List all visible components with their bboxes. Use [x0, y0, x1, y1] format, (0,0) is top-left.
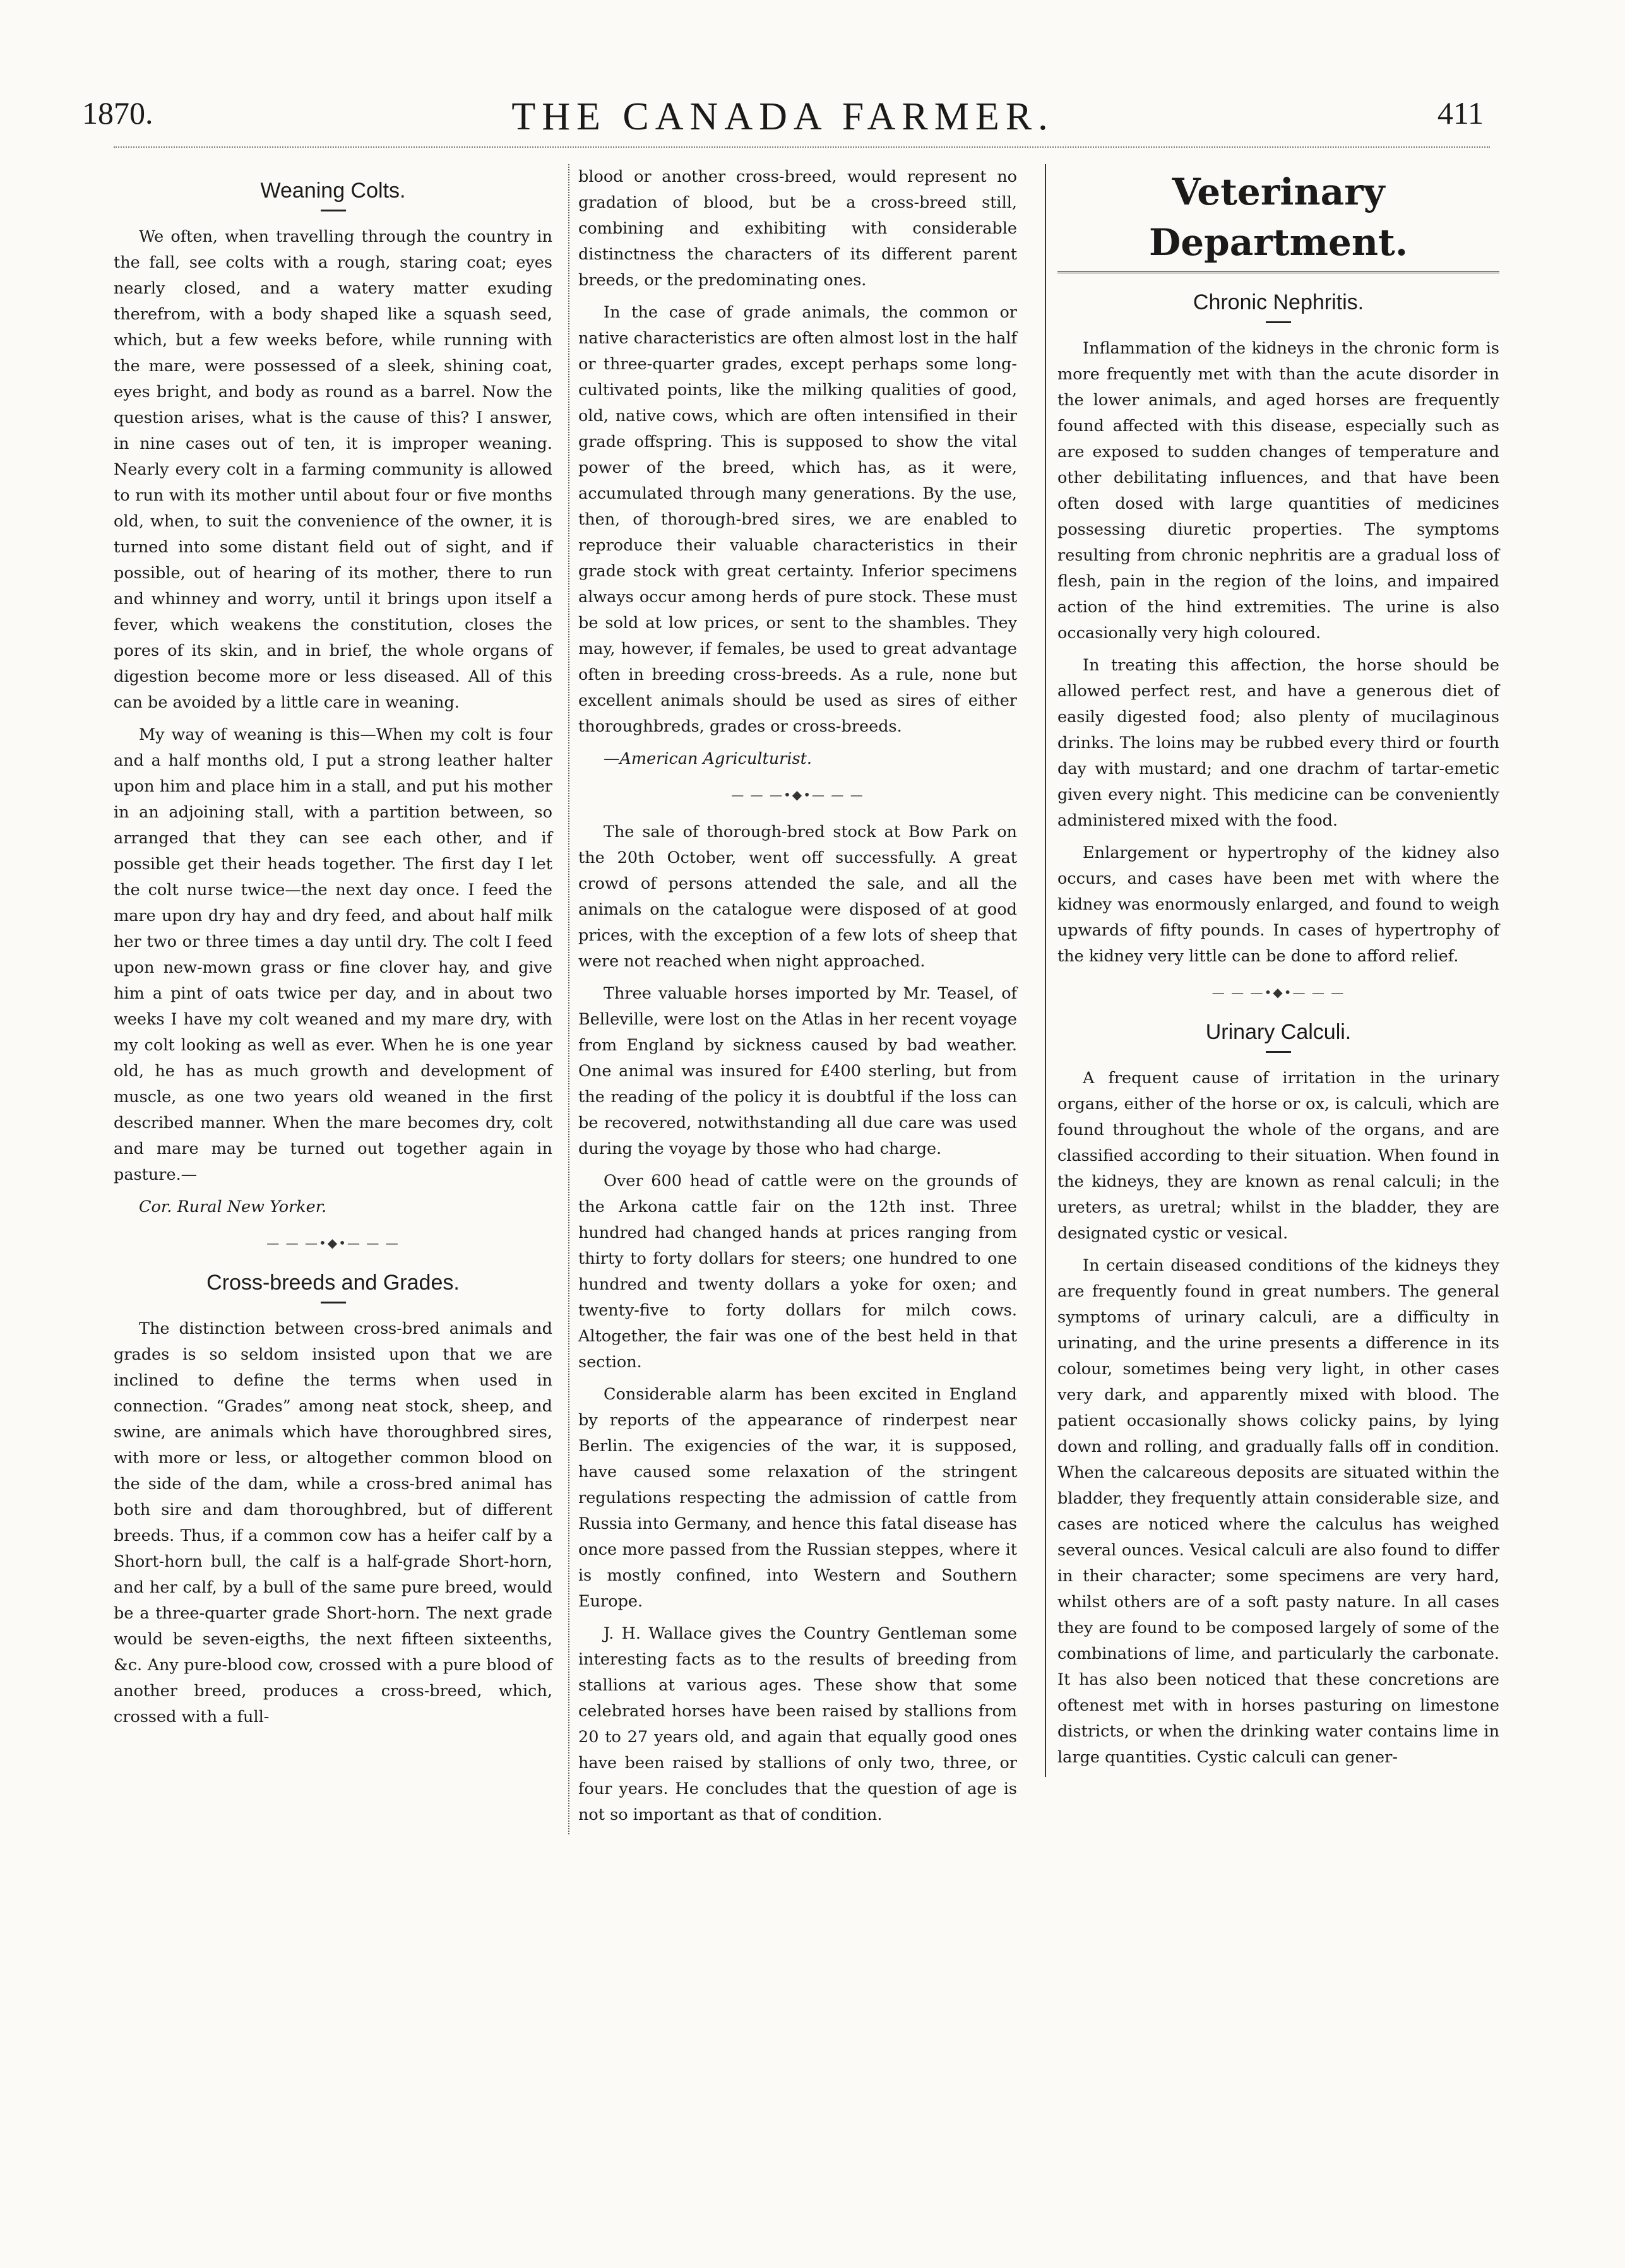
article-byline: —American Agriculturist.: [604, 749, 812, 768]
department-rule: [1057, 271, 1499, 273]
header-year: 1870.: [82, 95, 153, 131]
article-paragraph: Inflammation of the kidneys in the chronic form is more frequently met with than the acute disorder in the lower animals, and aged horses are frequently found affected with this disease, especially such as are exposed to sudden changes of temperature and other debilitating influences, and that have been often dosed with large quantities of medicines possessing diuretic properties. The symptoms resulting from chronic nephritis are a gradual loss of flesh, pain in the region of the loins, and impaired action of the hind extremities. The urine is also occasionally very high coloured.: [1057, 339, 1499, 643]
page-header: [57, 95, 1509, 145]
header-rule: [114, 146, 1490, 148]
article-paragraph: A frequent cause of irritation in the urinary organs, either of the horse or ox, is calculi, which are found throughout the whole of the organs, and are classified according to their situation. When found in the kidneys, they are known as renal calculi; in the ureters, as uretral; whilst in the bladder, they are designated cystic or vesical.: [1057, 1069, 1499, 1243]
article-title-chronic-nephritis: Chronic Nephritis.: [1193, 290, 1364, 314]
article-paragraph: In treating this affection, the horse should be allowed perfect rest, and have a generous diet of easily digested food; also plenty of mucilaginous drinks. The loins may be rubbed every third or fourth day with mustard; and one drachm of tartar-emetic given every night. This medicine can be conveniently administered mixed with the food.: [1057, 656, 1499, 830]
column-left: [114, 164, 552, 1737]
column-right: [1045, 164, 1499, 1777]
article-paragraph: In the case of grade animals, the common or native characteristics are often almost lost in the half or three-quarter grades, except perhaps some long-cultivated points, like the milking qualities of good, old, native cows, which are often intensified in their grade offspring. This is supposed to show the vital power of the breed, which has, as it were, accumulated through many generations. By the use, then, of thorough-bred sires, we are enabled to reproduce their valuable characteristics in their grade stock with great certainty. Inferior specimens always occur among herds of pure stock. These must be sold at low prices, or sent to the shambles. They may, however, if females, be used to great advantage often in breeding cross-breeds. As a rule, none but excellent animals should be used as sires of either thoroughbreds, grades or cross-breeds.: [578, 303, 1017, 736]
news-paragraph: Three valuable horses imported by Mr. Teasel, of Belleville, were lost on the Atlas in her recent voyage from England by sickness caused by bad weather. One animal was insured for £400 sterling, but from the reading of the policy it is doubtful if the loss can be recovered, notwithstanding all due care was used during the voyage by those who had charge.: [578, 984, 1017, 1158]
news-paragraph: Over 600 head of cattle were on the grounds of the Arkona cattle fair on the 12th inst. Three hundred had changed hands at prices ranging from thirty to forty dollars for steers; one hundred to one hundred and twenty dollars a yoke for oxen; and twenty-five to forty dollars for milch cows. Altogether, the fair was one of the best held in that section.: [578, 1172, 1017, 1372]
column-middle: [568, 164, 1017, 1834]
news-paragraph: The sale of thorough-bred stock at Bow Park on the 20th October, went off successfully. A great crowd of persons attended the sale, and all the animals on the catalogue were disposed of at good prices, with the exception of a few lots of sheep that were not reached when night approached.: [578, 822, 1017, 971]
article-paragraph: My way of weaning is this—When my colt is four and a half months old, I put a strong leather halter upon him and place him in a stall, and put his mother in an adjoining stall, with a partition between, so arranged that they can see each other, and if possible get their heads together. The first day I let the colt nurse twice—the next day once. I feed the mare upon dry hay and dry feed, and about half milk her two or three times a day until dry. The colt I feed upon new-mown grass or fine clover hay, and give him a pint of oats twice per day, and in about two weeks I have my colt weaned and my mare dry, with my colt looking as well as ever. When he is one year old, he has as much growth and development of muscle, as one two years old weaned in the first described manner. When the mare becomes dry, colt and mare may be turned out together again in pasture.—: [114, 725, 552, 1184]
title-rule: [1266, 1051, 1291, 1053]
article-paragraph: Enlargement or hypertrophy of the kidney also occurs, and cases have been met with where the kidney was enormously enlarged, and found to weigh upwards of fifty pounds. In cases of hypertrophy of the kidney very little can be done to afford relief.: [1057, 843, 1499, 966]
header-title: THE CANADA FARMER.: [511, 95, 1054, 138]
article-paragraph: blood or another cross-breed, would represent no gradation of blood, but be a cross-breed still, combining and exhibiting with considerable distinctness the characters of its different parent breeds, or the predominating ones.: [578, 167, 1017, 290]
article-paragraph: We often, when travelling through the country in the fall, see colts with a rough, staring coat; eyes nearly closed, and a watery matter exuding therefrom, with a body shaped like a squash seed, which, but a few weeks before, while running with the mare, were possessed of a sleek, shining coat, eyes bright, and body as round as a barrel. Now the question arises, what is the cause of this? I answer, in nine cases out of ten, it is improper weaning. Nearly every colt in a farming community is allowed to run with its mother until about four or five months old, when, to suit the convenience of the owner, it is turned into some distant field out of sight, and if possible, out of hearing of its mother, there to run and whinney and worry, until it brings upon itself a fever, which weakens the constitution, closes the pores of its skin, and in brief, the whole organs of digestion become more or less diseased. All of this can be avoided by a little care in weaning.: [114, 227, 552, 712]
title-rule: [321, 210, 346, 211]
header-page-number: 411: [1437, 95, 1484, 131]
article-paragraph: In certain diseased conditions of the kidneys they are frequently found in great numbers. The general symptoms of urinary calculi, are a difficulty in urinating, and the urine presents a difference in its colour, sometimes being very light, in other cases very dark, and apparently mixed with blood. The patient occasionally shows colicky pains, by lying down and rolling, and gradually falls off in condition. When the calcareous deposits are situated within the bladder, they frequently attain considerable size, and cases are noticed where the calculus has weighed several ounces. Vesical calculi are also found to differ in their character; some specimens are very hard, whilst others are of a soft pasty nature. In all cases they are found to be composed largely of some of the combinations of lime, and particularly the carbonate. It has also been noticed that these concretions are oftenest met with in horses pasturing on limestone districts, or when the drinking water contains lime in large quantities. Cystic calculi can gener-: [1057, 1256, 1499, 1767]
department-title: Veterinary Department.: [1148, 170, 1408, 264]
section-divider: — — —•◆•— — —: [731, 787, 864, 802]
title-rule: [321, 1302, 346, 1303]
section-divider: — — —•◆•— — —: [1211, 985, 1345, 1000]
news-paragraph: J. H. Wallace gives the Country Gentleman some interesting facts as to the results of breeding from stallions at various ages. These show that some celebrated horses have been raised by stallions from 20 to 27 years old, and again that equally good ones have been raised by stallions of only two, three, or four years. He concludes that the question of age is not so important as that of condition.: [578, 1624, 1017, 1824]
article-byline: Cor. Rural New Yorker.: [139, 1197, 327, 1216]
section-divider: — — —•◆•— — —: [266, 1235, 400, 1250]
title-rule: [1266, 321, 1291, 323]
article-paragraph: The distinction between cross-bred animals and grades is so seldom insisted upon that we are inclined to define the terms when used in connection. “Grades” among neat stock, sheep, and swine, are animals which have thoroughbred sires, with more or less, or altogether common blood on the side of the dam, while a cross-bred animal has both sire and dam thoroughbred, but of different breeds. Thus, if a common cow has a heifer calf by a Short-horn bull, the calf is a half-grade Short-horn, and her calf, by a bull of the same pure breed, would be a three-quarter grade Short-horn. The next grade would be seven-eigths, the next fifteen sixteenths, &c. Any pure-blood cow, crossed with a pure blood of another breed, produces a cross-breed, which, crossed with a full-: [114, 1319, 552, 1726]
news-paragraph: Considerable alarm has been excited in England by reports of the appearance of rinderpest near Berlin. The exigencies of the war, it is supposed, have caused some relaxation of the stringent regulations respecting the admission of cattle from Russia into Germany, and hence this fatal disease has once more passed from the Russian steppes, where it is mostly confined, into Western and Southern Europe.: [578, 1385, 1017, 1611]
article-title-cross-breeds: Cross-breeds and Grades.: [206, 1271, 460, 1295]
article-title-weaning-colts: Weaning Colts.: [260, 179, 406, 203]
article-title-urinary-calculi: Urinary Calculi.: [1205, 1020, 1352, 1044]
